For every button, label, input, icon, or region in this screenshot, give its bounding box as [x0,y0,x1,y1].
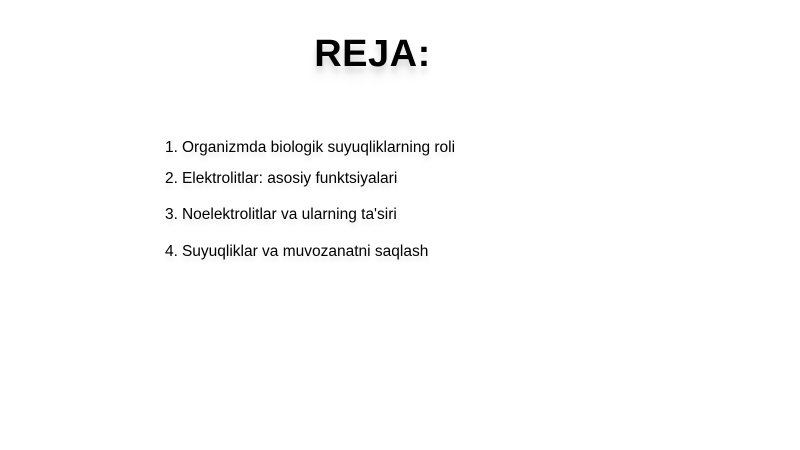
agenda-item-number: 4. [165,243,178,260]
agenda-item-text: Noelektrolitlar va ularning ta'siri [181,206,397,223]
agenda-item-number: 2. [165,170,178,187]
agenda-item-text: Elektrolitlar: asosiy funktsiyalari [181,170,398,187]
agenda-item-1 [165,138,455,158]
agenda-item-number: 1. [165,139,178,156]
slide-title: REJA: [314,33,431,75]
agenda-item-number: 3. [165,206,178,223]
agenda-item-text: Organizmda biologik suyuqliklarning roli [181,139,456,156]
agenda-item-text: Suyuqliklar va muvozanatni saqlash [181,243,429,260]
agenda-item-2 [165,169,397,189]
agenda-item-3 [165,205,397,225]
agenda-item-4 [165,242,428,262]
